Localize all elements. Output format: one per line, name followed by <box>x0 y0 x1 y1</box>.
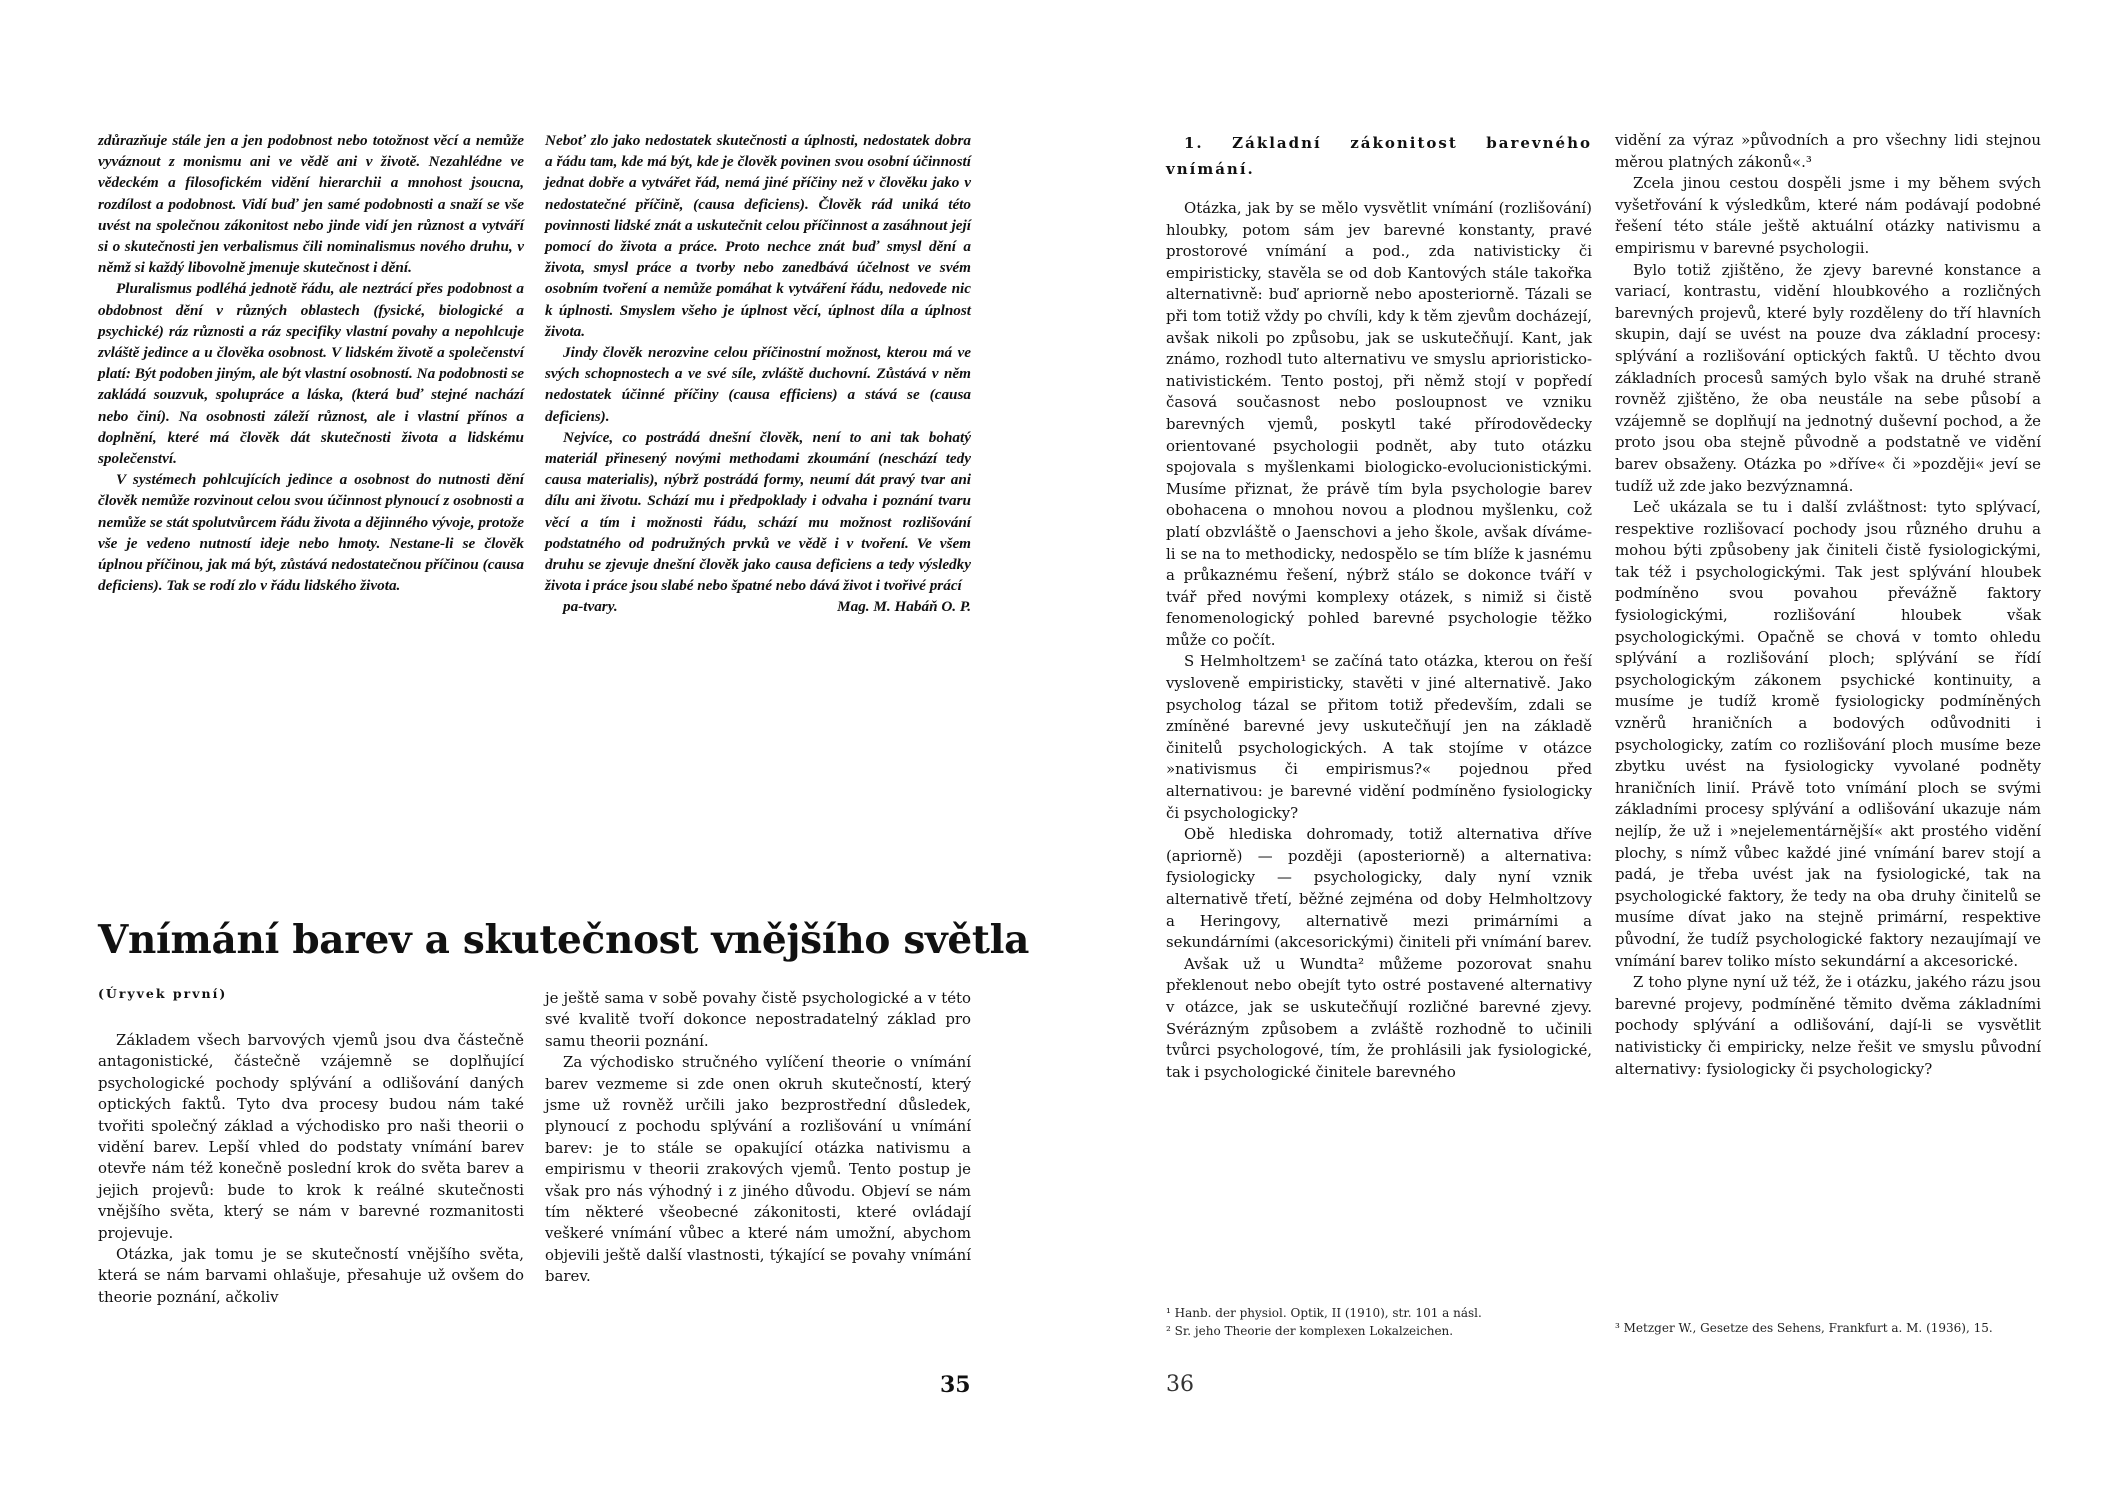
paragraph: Bylo totiž zjištěno, že zjevy barevné konstance a variací, kontrastu, vidění hloubkového a rozličných barevných projevů, které byly rozděleny do tří hlavních skupin, dají se uvést na pouze dva základní procesy: splývání a rozlišování optických faktů. U těchto dvou základních procesů samých bylo však na druhé straně rovněž zjištěno, že oba neustále na sebe působí a vzájemně se doplňují na jednotný duševní pochod, a že proto jsou oba stejně původně a podstatně ve vidění barev obsaženy. Otázka po »dříve« či »později« jeví se tudíž už zde jako bezvýznamná. <box>1615 260 2041 495</box>
footnotes-left <box>1166 1305 1592 1341</box>
article-column-3 <box>1166 130 1592 1083</box>
paragraph: je ještě sama v sobě povahy čistě psychologické a v této své kvalitě tvoří dokonce nepostradatelný základ pro samu theorii poznání. <box>545 989 971 1050</box>
paragraph: V systémech pohlcujících jedince a osobnost do nutnosti dění člověk nemůže rozvinout celou svou účinnost plynoucí z osobnosti a nemůže se stát spolutvůrcem řádu života a dějinného vývoje, protože vše je vedeno nutností ideje nebo hmoty. Nestane-li se člověk úplnou příčinou, jak má být, zůstává nedostatečnou příčinou (causa deficiens). Tak se rodí zlo v řádu lidského života. <box>98 471 524 595</box>
author-name: Mag. M. Habáň O. P. <box>837 598 971 616</box>
article-column-2 <box>545 988 971 1288</box>
paragraph: Obě hlediska dohromady, totiž alternativa dříve (apriorně) — později (aposteriorně) a alternativa: fysiologicky — psychologicky, daly nyní vznik alternativě třetí, běžné zejména od doby Helmholtzovy a Heringovy, alternativě mezi primárními a sekundárními (akcesorickými) činiteli při vnímání barev. <box>1166 825 1592 952</box>
paragraph: Za východisko stručného vylíčení theorie o vnímání barev vezmeme si zde onen okruh skutečností, který jsme už rovněž určili jako bezprostřední důsledek, plynoucí z pochodu splývání a rozlišování u vnímání barev: je to stále se opakující otázka nativismu a empirismu v theorii zrakových vjemů. Tento postup je však pro nás výhodný i z jiného důvodu. Objeví se nám tím některé všeobecné zákonitosti, které ovládají veškeré vnímání vůbec a které nám umožní, abychom objevili ještě další vlastnosti, týkající se povahy vnímání barev. <box>545 1053 971 1286</box>
paragraph: Pluralismus podléhá jednotě řádu, ale neztrácí přes podobnost a obdobnost dění v různých oblastech (fysické, biologické a psychické) ráz různosti a ráz specifiky vlastní povahy a nepohlcuje zvláště jedince a u člověka osobnost. V lidském životě a společenství platí: Být podoben jiným, ale být vlastní osobností. Na podobnosti se zakládá souzvuk, spolupráce a láska, (která buď stejné nachází nebo činí). Na osobnosti záleží různost, ale i vlastní přínos a doplnění, které má člověk dát skutečnosti života a lidskému společenství. <box>98 280 524 468</box>
article-column-4 <box>1615 130 2041 1080</box>
signature-prefix: pa-tvary. <box>563 598 618 616</box>
article-subtitle: (Úryvek první) <box>98 986 228 1001</box>
essay-column-1 <box>98 130 524 596</box>
paragraph: Otázka, jak by se mělo vysvětlit vnímání (rozlišování) hloubky, potom sám jev barevné konstanty, pravé prostorové vnímání a pod., zda nativisticky či empiristicky, stavěla se od dob Kantových stále takořka alternativně: buď apriorně nebo aposteriorně. Tázali se při tom totiž vždy po chvíli, kdy k těm zjevům docházejí, avšak nikoli po způsobu, jak se uskutečňují. Kant, jak známo, rozhodl tuto alternativu ve smyslu aprioristicko-nativistickém. Tento postoj, při němž stojí v popředí časová současnost nebo posloupnost ve vzniku barevných vjemů, poskytl také přírodovědecky orientované psychologii podnět, aby tuto otázku spojovala s myšlenkami biologicko-evolucionistickými. Musíme přiznat, že právě tím byla psychologie barev obohacena o mnohou novou a plodnou myšlenku, což platí obzvláště o Jaenschovi a jeho škole, avšak díváme-li se na to methodicky, nedospělo se tím blíže k jasnému a průkaznému řešení, nýbrž stálo se dokonce tváří v tvář před novými komplexy otázek, s nimiž si čistě fenomenologický pohled barevné psychologie těžko může co počít. <box>1166 199 1592 649</box>
paragraph: Nejvíce, co postrádá dnešní člověk, není to ani tak bohatý materiál přinesený novými methodami zkoumání (neschází tedy causa materialis), nýbrž postrádá formy, neumí dát pravý tvar ani dílu ani životu. Schází mu i předpoklady i odvaha i poznání tvaru věcí a tím i možnosti řádu, schází mu možnost rozlišování podstatného od podružných prvků ve vědě i v tvoření. Ve všem druhu se zjevuje dnešní člověk jako causa deficiens a tedy výsledky života i práce jsou slabé nebo špatné nebo dává život i tvořivé prácí <box>545 428 971 595</box>
article-title: Vnímání barev a skutečnost vnějšího světla <box>98 917 1030 963</box>
right-page <box>1059 0 2118 1500</box>
paragraph: vidění za výraz »původních a pro všechny lidi stejnou měrou platných zákonů«.³ <box>1615 131 2041 171</box>
footnote: ¹ Hanb. der physiol. Optik, II (1910), str. 101 a násl. <box>1166 1306 1482 1320</box>
paragraph: Základem všech barvových vjemů jsou dva částečně antagonistické, částečně vzájemně se doplňující psychologické pochody splývání a odlišování daných optických faktů. Tyto dva procesy budou nám také tvořiti společný základ a východisko pro naši theorii o vidění barev. Lepší vhled do podstaty vnímání barev otevře nám též konečně poslední krok do světa barev a jejich projevů: bude to krok k reálné skutečnosti vnějšího světa, který se nám v barevné rozmanitosti projevuje. <box>98 1031 524 1242</box>
essay-column-2 <box>545 130 971 618</box>
paragraph: Leč ukázala se tu i další zvláštnost: tyto splývací, respektive rozlišovací pochody jsou různého druhu a mohou býti způsobeny jak činiteli čistě fysiologickými, tak též i psychologickými. Tak jest splývání hloubek podmíněno svou povahou převážně faktory fysiologickými, rozlišování hloubek však psychologickými. Opačně se chová v tomto ohledu splývání a rozlišování ploch; splývání se řídí psychologickým zákonem psychické kontinuity, a musíme je tudíž kromě fysiologicky podmíněných vzněrů hraničních a bodových odůvodniti i psychologicky, zatím co rozlišování ploch musíme beze zbytku uvést na fysiologicky vyvolané podněty hraničních linií. Právě toto vnímání ploch se svými základními procesy splývání a odlišování ukazuje nám nejlíp, že už i »nejelementárnější« akt prostého vidění plochy, s nímž vůbec každé jiné vnímání barev stojí a padá, je třeba uvést jak na fysiologické, tak na psychologické faktory, že tedy na oba druhy činitelů se musíme dívat jako na stejně primární, respektive původní, že tudíž psychologické faktory nezaujímají ve vnímání barev toliko místo sekundární a akcesorické. <box>1615 498 2041 970</box>
paragraph: Z toho plyne nyní už též, že i otázku, jakého rázu jsou barevné projevy, podmíněné těmito dvěma základními pochody splývání a odlišování, dají-li se vysvětlit nativisticky či empiricky, nelze řešit ve smyslu původní alternativy: fysiologicky či psychologicky? <box>1615 973 2041 1078</box>
paragraph: Otázka, jak tomu je se skutečností vnějšího světa, která se nám barvami ohlašuje, přesahuje už ovšem do theorie poznání, ačkoliv <box>98 1245 524 1306</box>
paragraph: Neboť zlo jako nedostatek skutečnosti a úplnosti, nedostatek dobra a řádu tam, kde má být, kde je člověk povinen svou osobní účinností jednat dobře a vytvářet řád, nemá jiné příčiny než v člověku jako v nedostatečné příčině, (causa deficiens). Člověk rád uniká této povinnosti lidské znát a uskutečnit celou příčinnost a zasáhnout její pomocí do života a práce. Proto nechce znát buď smysl dění a života, smysl práce a tvorby nebo zanedbává účelnost ve svém osobním tvoření a nemůže pomáhat k vytváření řádu, nedovede nic k úplnosti. Smyslem všeho je úplnost věcí, úplnost díla a úplnost života. <box>545 132 971 340</box>
author-signature <box>545 596 971 617</box>
paragraph: Jindy člověk nerozvine celou příčinostní možnost, kterou má ve svých schopnostech a ve své síle, zvláště duchovní. Zůstává v něm nedostatek účinné příčiny (causa efficiens) a stává se (causa deficiens). <box>545 344 971 425</box>
paragraph: Avšak už u Wundta² můžeme pozorovat snahu překlenout nebo obejít tyto ostré postavené alternativy v otázce, jak se uskutečňují rozličné barevné zjevy. Svérázným způsobem a zvláště rozhodně to učinili tvůrci psychologové, tím, že prohlásili jak fysiologické, tak i psychologické činitele barevného <box>1166 954 1592 1081</box>
page-number: 35 <box>940 1372 971 1398</box>
section-heading: 1. Základní zákonitost barevného vnímání. <box>1166 134 1592 178</box>
article-column-1 <box>98 1030 524 1308</box>
paragraph: zdůrazňuje stále jen a jen podobnost nebo totožnost věcí a nemůže vyváznout z monismu ani ve vědě ani v životě. Nezahlédne ve vědeckém a filosofickém vidění hierarchii a mnohost jsoucna, rozdílost a podobnost. Vidí buď jen samé podobnosti a snaží se vše uvést na společnou zákonitost nebo jinde vidí jen různost a vytváří si o skutečnosti jen verbalismus čili nominalismus nového druhu, v němž si každý libovolně jmenuje skutečnost i dění. <box>98 132 524 277</box>
paragraph: S Helmholtzem¹ se začíná tato otázka, kterou on řeší vysloveně empiristicky, stavěti v jiné alternativě. Jako psycholog tázal se přitom totiž především, zdali se zmíněné barevné jevy uskutečňují jen na základě činitelů psychologických. A tak stojíme v otázce »nativismus či empirismus?« pojednou před alternativou: je barevné vidění podmíněno fysiologicky či psychologicky? <box>1166 652 1592 822</box>
footnote: ³ Metzger W., Gesetze des Sehens, Frankfurt a. M. (1936), 15. <box>1615 1321 1993 1335</box>
footnote: ² Sr. jeho Theorie der komplexen Lokalzeichen. <box>1166 1324 1454 1338</box>
page-number: 36 <box>1166 1372 1194 1397</box>
footnotes-right <box>1615 1320 2041 1338</box>
paragraph: Zcela jinou cestou dospěli jsme i my během svých vyšetřování k výsledkům, které nám podávají podobné řešení této stále ještě aktuální otázky nativismu a empirismu v barevné psychologii. <box>1615 174 2041 257</box>
